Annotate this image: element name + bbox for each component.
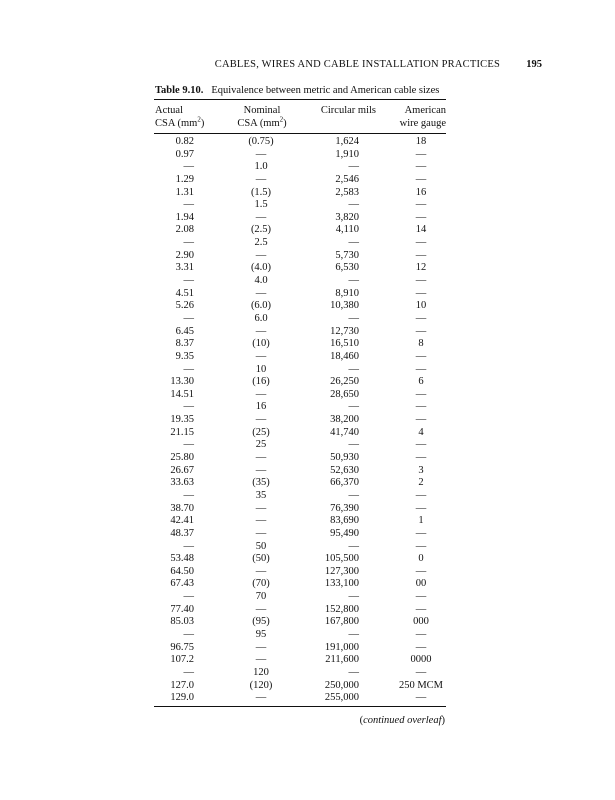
table-caption xyxy=(155,84,439,98)
table-row xyxy=(0,313,615,326)
table-row xyxy=(0,414,615,427)
cell-nominal-csa: — xyxy=(255,515,267,527)
cell-nominal-csa: — xyxy=(255,452,267,464)
table-row xyxy=(0,389,615,402)
cell-wire-gauge: — xyxy=(415,211,427,223)
cell-circular-mils: — xyxy=(348,439,359,451)
cell-nominal-csa: (16) xyxy=(252,376,270,388)
table-body xyxy=(0,136,615,705)
cell-wire-gauge: — xyxy=(415,199,427,211)
cell-nominal-csa: 16 xyxy=(255,401,267,413)
cell-circular-mils: 133,100 xyxy=(324,578,359,590)
table-row xyxy=(0,136,615,149)
header-nominal-csa xyxy=(226,104,298,130)
cell-nominal-csa: — xyxy=(255,388,267,400)
table-row xyxy=(0,680,615,693)
cell-wire-gauge: — xyxy=(415,401,427,413)
table-row xyxy=(0,541,615,554)
cell-wire-gauge: — xyxy=(415,350,427,362)
cell-actual-csa: 21.15 xyxy=(170,426,194,438)
table-top-rule xyxy=(154,99,446,100)
cell-nominal-csa: (70) xyxy=(252,578,270,590)
cell-wire-gauge: 10 xyxy=(415,300,427,312)
cell-nominal-csa: (6.0) xyxy=(250,300,272,312)
cell-nominal-csa: 6.0 xyxy=(254,312,268,324)
cell-wire-gauge: — xyxy=(415,666,427,678)
header-circular-mils xyxy=(304,104,376,117)
table-row xyxy=(0,503,615,516)
cell-wire-gauge: — xyxy=(415,641,427,653)
cell-actual-csa: 129.0 xyxy=(170,692,194,704)
cell-wire-gauge: 0 xyxy=(418,553,424,565)
cell-wire-gauge: — xyxy=(415,312,427,324)
cell-nominal-csa: — xyxy=(255,414,267,426)
table-row xyxy=(0,528,615,541)
cell-nominal-csa: — xyxy=(255,502,267,514)
cell-nominal-csa: — xyxy=(255,565,267,577)
cell-actual-csa: 2.90 xyxy=(175,249,194,261)
cell-nominal-csa: — xyxy=(255,287,267,299)
cell-nominal-csa: (25) xyxy=(252,426,270,438)
cell-actual-csa: 2.08 xyxy=(175,224,194,236)
table-row xyxy=(0,250,615,263)
cell-wire-gauge: 16 xyxy=(415,186,427,198)
cell-circular-mils: 95,490 xyxy=(330,527,359,539)
cell-circular-mils: 2,546 xyxy=(335,173,359,185)
cell-actual-csa: — xyxy=(183,401,194,413)
cell-circular-mils: — xyxy=(348,401,359,413)
cell-wire-gauge: — xyxy=(415,591,427,603)
header-wire-gauge-label: wire gauge xyxy=(399,118,446,129)
cell-circular-mils: 10,380 xyxy=(330,300,359,312)
cell-nominal-csa: 35 xyxy=(255,489,267,501)
cell-nominal-csa: — xyxy=(255,654,267,666)
cell-nominal-csa: — xyxy=(255,148,267,160)
cell-actual-csa: 8.37 xyxy=(175,338,194,350)
cell-circular-mils: — xyxy=(348,237,359,249)
cell-nominal-csa: — xyxy=(255,173,267,185)
cell-nominal-csa: (120) xyxy=(249,679,273,691)
cell-circular-mils: — xyxy=(348,161,359,173)
header-actual-unit: CSA $(mm^2)$ xyxy=(155,115,205,129)
header-nominal-unit: CSA $(mm^2)$ xyxy=(237,115,287,129)
cell-wire-gauge: 3 xyxy=(418,464,424,476)
table-row xyxy=(0,161,615,174)
cell-wire-gauge: 250 MCM xyxy=(398,679,444,691)
cell-circular-mils: — xyxy=(348,199,359,211)
table-row xyxy=(0,553,615,566)
cell-nominal-csa: (50) xyxy=(252,553,270,565)
table-row xyxy=(0,262,615,275)
cell-nominal-csa: 10 xyxy=(255,363,267,375)
cell-actual-csa: 9.35 xyxy=(175,350,194,362)
cell-wire-gauge: — xyxy=(415,325,427,337)
header-american-label: American xyxy=(404,105,446,116)
cell-actual-csa: 5.26 xyxy=(175,300,194,312)
cell-circular-mils: 26,250 xyxy=(330,376,359,388)
table-row xyxy=(0,149,615,162)
table-row xyxy=(0,376,615,389)
cell-actual-csa: — xyxy=(183,628,194,640)
cell-circular-mils: 66,370 xyxy=(330,477,359,489)
table-row xyxy=(0,338,615,351)
header-actual-label: Actual xyxy=(155,105,183,116)
table-row xyxy=(0,692,615,705)
cell-actual-csa: 0.82 xyxy=(175,136,194,147)
table-row xyxy=(0,187,615,200)
cell-nominal-csa: (35) xyxy=(252,477,270,489)
running-head xyxy=(0,58,615,72)
cell-circular-mils: 6,530 xyxy=(335,262,359,274)
cell-wire-gauge: — xyxy=(415,414,427,426)
cell-wire-gauge: 1 xyxy=(418,515,424,527)
cell-circular-mils: 1,910 xyxy=(335,148,359,160)
table-row xyxy=(0,490,615,503)
cell-nominal-csa: (10) xyxy=(252,338,270,350)
cell-actual-csa: 19.35 xyxy=(170,414,194,426)
table-row xyxy=(0,401,615,414)
cell-nominal-csa: — xyxy=(255,249,267,261)
cell-actual-csa: 13.30 xyxy=(170,376,194,388)
cell-actual-csa: 1.29 xyxy=(175,173,194,185)
cell-actual-csa: — xyxy=(183,666,194,678)
cell-nominal-csa: (1.5) xyxy=(250,186,272,198)
cell-actual-csa: 1.31 xyxy=(175,186,194,198)
cell-wire-gauge: — xyxy=(415,489,427,501)
table-row xyxy=(0,616,615,629)
cell-circular-mils: 2,583 xyxy=(335,186,359,198)
table-row xyxy=(0,578,615,591)
cell-actual-csa: 85.03 xyxy=(170,616,194,628)
cell-circular-mils: 38,200 xyxy=(330,414,359,426)
cell-actual-csa: — xyxy=(183,540,194,552)
cell-nominal-csa: 25 xyxy=(255,439,267,451)
cell-nominal-csa: 95 xyxy=(255,628,267,640)
cell-wire-gauge: — xyxy=(415,527,427,539)
cell-actual-csa: — xyxy=(183,312,194,324)
table-row xyxy=(0,326,615,339)
cell-nominal-csa: 1.0 xyxy=(254,161,268,173)
table-row xyxy=(0,174,615,187)
cell-nominal-csa: (4.0) xyxy=(250,262,272,274)
table-caption-text: Equivalence between metric and American cable sizes xyxy=(211,85,440,96)
cell-nominal-csa: — xyxy=(255,692,267,704)
table-row xyxy=(0,515,615,528)
cell-circular-mils: 41,740 xyxy=(330,426,359,438)
table-row xyxy=(0,566,615,579)
cell-wire-gauge: 8 xyxy=(418,338,424,350)
table-row xyxy=(0,642,615,655)
page-number: 195 xyxy=(526,59,542,70)
cell-nominal-csa: — xyxy=(255,350,267,362)
cell-actual-csa: 64.50 xyxy=(170,565,194,577)
cell-nominal-csa: — xyxy=(255,325,267,337)
cell-wire-gauge: 000 xyxy=(413,616,429,628)
cell-circular-mils: 83,690 xyxy=(330,515,359,527)
cell-wire-gauge: — xyxy=(415,692,427,704)
table-row xyxy=(0,275,615,288)
cell-nominal-csa: (0.75) xyxy=(248,136,274,147)
cell-wire-gauge: — xyxy=(415,540,427,552)
cell-circular-mils: 167,800 xyxy=(324,616,359,628)
cell-wire-gauge: — xyxy=(415,287,427,299)
cell-wire-gauge: 00 xyxy=(415,578,427,590)
cell-circular-mils: — xyxy=(348,489,359,501)
cell-actual-csa: 33.63 xyxy=(170,477,194,489)
cell-actual-csa: — xyxy=(183,237,194,249)
cell-wire-gauge: — xyxy=(415,502,427,514)
table-row xyxy=(0,452,615,465)
cell-actual-csa: 67.43 xyxy=(170,578,194,590)
header-circular-mils-label: Circular mils xyxy=(320,105,376,116)
cell-actual-csa: — xyxy=(183,363,194,375)
cell-wire-gauge: 6 xyxy=(418,376,424,388)
cell-circular-mils: — xyxy=(348,363,359,375)
cell-actual-csa: 25.80 xyxy=(170,452,194,464)
header-nominal-label: Nominal xyxy=(243,105,281,116)
table-row xyxy=(0,604,615,617)
table-row xyxy=(0,224,615,237)
cell-actual-csa: 38.70 xyxy=(170,502,194,514)
cell-circular-mils: 127,300 xyxy=(324,565,359,577)
table-row xyxy=(0,591,615,604)
cell-nominal-csa: — xyxy=(255,211,267,223)
cell-actual-csa: — xyxy=(183,275,194,287)
cell-nominal-csa: 70 xyxy=(255,591,267,603)
cell-actual-csa: — xyxy=(183,439,194,451)
cell-circular-mils: — xyxy=(348,275,359,287)
header-actual-csa xyxy=(155,104,204,130)
table-row xyxy=(0,465,615,478)
cell-circular-mils: 105,500 xyxy=(324,553,359,565)
cell-circular-mils: 18,460 xyxy=(330,350,359,362)
cell-actual-csa: — xyxy=(183,489,194,501)
table-row xyxy=(0,629,615,642)
cell-wire-gauge: — xyxy=(415,388,427,400)
cell-nominal-csa: 50 xyxy=(255,540,267,552)
cell-circular-mils: — xyxy=(348,628,359,640)
cell-circular-mils: 250,000 xyxy=(324,679,359,691)
cell-wire-gauge: 18 xyxy=(415,136,427,147)
cell-actual-csa: 14.51 xyxy=(170,388,194,400)
cell-circular-mils: 8,910 xyxy=(335,287,359,299)
cell-circular-mils: 3,820 xyxy=(335,211,359,223)
cell-nominal-csa: 2.5 xyxy=(254,237,268,249)
cell-wire-gauge: — xyxy=(415,363,427,375)
cell-actual-csa: 3.31 xyxy=(175,262,194,274)
cell-wire-gauge: 14 xyxy=(415,224,427,236)
table-row xyxy=(0,427,615,440)
running-title: CABLES, WIRES AND CABLE INSTALLATION PRACTICES xyxy=(214,59,500,70)
cell-wire-gauge: 2 xyxy=(418,477,424,489)
cell-nominal-csa: (95) xyxy=(252,616,270,628)
cell-nominal-csa: 4.0 xyxy=(254,275,268,287)
cell-actual-csa: 96.75 xyxy=(170,641,194,653)
cell-wire-gauge: — xyxy=(415,275,427,287)
cell-actual-csa: 48.37 xyxy=(170,527,194,539)
cell-nominal-csa: (2.5) xyxy=(250,224,272,236)
cell-wire-gauge: 0000 xyxy=(410,654,432,666)
table-row xyxy=(0,667,615,680)
cell-circular-mils: 52,630 xyxy=(330,464,359,476)
cell-wire-gauge: — xyxy=(415,161,427,173)
cell-actual-csa: 127.0 xyxy=(170,679,194,691)
cell-wire-gauge: — xyxy=(415,565,427,577)
header-american-wire-gauge xyxy=(378,104,446,130)
continued-note-text: continued overleaf xyxy=(363,715,442,726)
cell-actual-csa: 77.40 xyxy=(170,603,194,615)
continued-note: (continued overleaf) xyxy=(359,715,445,726)
table-row xyxy=(0,364,615,377)
cell-wire-gauge: — xyxy=(415,237,427,249)
cell-circular-mils: — xyxy=(348,312,359,324)
cell-wire-gauge: — xyxy=(415,603,427,615)
cell-circular-mils: — xyxy=(348,591,359,603)
cell-actual-csa: 4.51 xyxy=(175,287,194,299)
cell-wire-gauge: 12 xyxy=(415,262,427,274)
table-header-rule xyxy=(154,133,446,134)
cell-circular-mils: 1,624 xyxy=(335,136,359,147)
cell-nominal-csa: 1.5 xyxy=(254,199,268,211)
cell-circular-mils: — xyxy=(348,666,359,678)
cell-circular-mils: 191,000 xyxy=(324,641,359,653)
cell-circular-mils: — xyxy=(348,540,359,552)
cell-wire-gauge: — xyxy=(415,249,427,261)
table-row xyxy=(0,237,615,250)
cell-actual-csa: 6.45 xyxy=(175,325,194,337)
cell-circular-mils: 211,600 xyxy=(325,654,359,666)
cell-nominal-csa: — xyxy=(255,464,267,476)
cell-wire-gauge: — xyxy=(415,452,427,464)
table-row xyxy=(0,212,615,225)
cell-actual-csa: — xyxy=(183,161,194,173)
table-row xyxy=(0,351,615,364)
cell-circular-mils: 76,390 xyxy=(330,502,359,514)
table-row xyxy=(0,300,615,313)
cell-nominal-csa: — xyxy=(255,527,267,539)
cell-circular-mils: 28,650 xyxy=(330,388,359,400)
cell-wire-gauge: — xyxy=(415,628,427,640)
cell-actual-csa: 53.48 xyxy=(170,553,194,565)
cell-circular-mils: 16,510 xyxy=(330,338,359,350)
cell-circular-mils: 12,730 xyxy=(330,325,359,337)
cell-actual-csa: 1.94 xyxy=(175,211,194,223)
cell-actual-csa: 26.67 xyxy=(170,464,194,476)
table-bottom-rule xyxy=(154,706,446,707)
table-row xyxy=(0,288,615,301)
cell-circular-mils: 5,730 xyxy=(335,249,359,261)
cell-wire-gauge: — xyxy=(415,148,427,160)
cell-actual-csa: 107.2 xyxy=(170,654,194,666)
cell-nominal-csa: — xyxy=(255,641,267,653)
cell-wire-gauge: — xyxy=(415,439,427,451)
cell-nominal-csa: — xyxy=(255,603,267,615)
table-row xyxy=(0,654,615,667)
cell-actual-csa: 42.41 xyxy=(170,515,194,527)
cell-circular-mils: 4,110 xyxy=(335,224,359,236)
cell-actual-csa: — xyxy=(183,199,194,211)
table-row xyxy=(0,199,615,212)
table-row xyxy=(0,439,615,452)
cell-circular-mils: 50,930 xyxy=(330,452,359,464)
cell-circular-mils: 255,000 xyxy=(324,692,359,704)
cell-wire-gauge: — xyxy=(415,173,427,185)
cell-actual-csa: 0.97 xyxy=(175,148,194,160)
cell-nominal-csa: 120 xyxy=(253,666,269,678)
cell-wire-gauge: 4 xyxy=(418,426,424,438)
cell-circular-mils: 152,800 xyxy=(324,603,359,615)
table-row xyxy=(0,477,615,490)
cell-actual-csa: — xyxy=(183,591,194,603)
table-label: Table 9.10. xyxy=(155,85,204,96)
